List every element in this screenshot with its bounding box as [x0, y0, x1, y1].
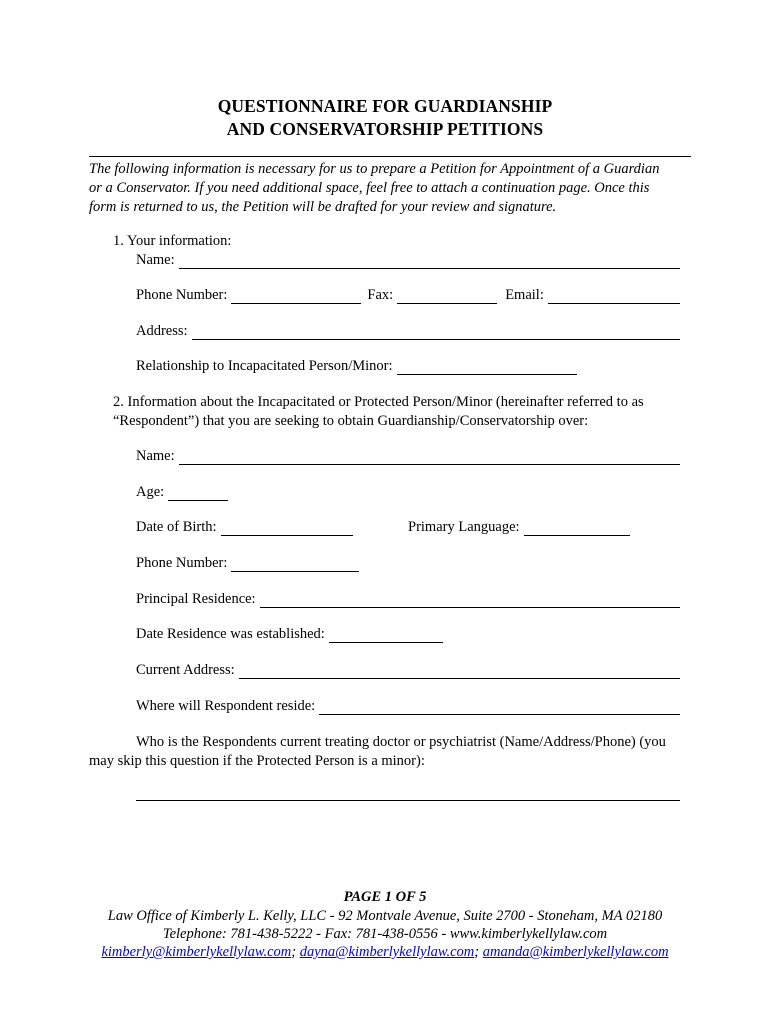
intro-line-3: form is returned to us, the Petition will be drafted for your review and signature. [89, 199, 557, 215]
current-address-row [136, 661, 680, 679]
intro-line-1: The following information is necessary for us to prepare a Petition for Appointment of a Guardian [89, 161, 660, 177]
intro-line-2: or a Conservator. If you need additional space, feel free to attach a continuation page. Once this [89, 180, 650, 196]
your-name-row [136, 251, 680, 269]
document-title-line-1: QUESTIONNAIRE FOR GUARDIANSHIP [217, 96, 553, 116]
respondent-language-field[interactable] [524, 521, 630, 536]
respondent-dob-label: Date of Birth: [136, 519, 217, 535]
section-2-heading-line-1: 2. Information about the Incapacitated or Protected Person/Minor (hereinafter referred to as [113, 394, 644, 410]
respondent-name-field[interactable] [179, 450, 680, 465]
your-email-field[interactable] [548, 289, 680, 304]
intro-paragraph [89, 160, 691, 217]
respondent-phone-field[interactable] [231, 557, 359, 572]
email-link-kimberly[interactable]: kimberly@kimberlykellylaw.com [101, 944, 292, 960]
your-name-label: Name: [136, 252, 175, 268]
email-link-amanda[interactable]: amanda@kimberlykellylaw.com [482, 944, 669, 960]
email-separator: ; [291, 944, 300, 960]
your-phone-label: Phone Number: [136, 287, 228, 303]
your-fax-field[interactable] [397, 289, 497, 304]
doctor-question-line-2: may skip this question if the Protected Person is a minor): [89, 753, 425, 769]
residence-date-row [136, 625, 443, 643]
your-name-field[interactable] [179, 254, 680, 269]
footer-office-address: Law Office of Kimberly L. Kelly, LLC - 92 Montvale Avenue, Suite 2700 - Stoneham, MA 02180 [107, 908, 663, 924]
respondent-phone-row [136, 554, 359, 572]
principal-residence-row [136, 590, 680, 608]
your-contact-row [136, 286, 680, 304]
section-1-heading: 1. Your information: [113, 233, 232, 249]
document-title-line-2: AND CONSERVATORSHIP PETITIONS [226, 119, 544, 139]
relationship-field[interactable] [397, 360, 577, 375]
your-address-row [136, 322, 680, 340]
respondent-name-label: Name: [136, 448, 175, 464]
residence-date-field[interactable] [329, 628, 443, 643]
future-residence-field[interactable] [319, 700, 680, 715]
respondent-age-label: Age: [136, 484, 165, 500]
your-address-label: Address: [136, 323, 188, 339]
current-address-field[interactable] [239, 664, 680, 679]
section-2-heading [113, 393, 644, 431]
email-link-dayna[interactable]: dayna@kimberlykellylaw.com [299, 944, 475, 960]
future-residence-row [136, 697, 680, 715]
respondent-name-row [136, 447, 680, 465]
your-phone-field[interactable] [231, 289, 361, 304]
title-divider [89, 156, 691, 157]
residence-date-label: Date Residence was established: [136, 626, 325, 642]
respondent-dob-row [136, 518, 353, 536]
doctor-question [89, 733, 691, 771]
respondent-language-label: Primary Language: [408, 519, 520, 535]
your-address-field[interactable] [192, 325, 680, 340]
your-email-label: Email: [505, 287, 544, 303]
doctor-answer-field[interactable] [136, 800, 680, 801]
future-residence-label: Where will Respondent reside: [136, 698, 316, 714]
your-fax-label: Fax: [367, 287, 394, 303]
footer-contact-info: Telephone: 781-438-5222 - Fax: 781-438-0556 - www.kimberlykellylaw.com [162, 926, 608, 942]
footer-emails [0, 943, 770, 962]
respondent-age-field[interactable] [168, 486, 228, 501]
respondent-dob-field[interactable] [221, 521, 353, 536]
respondent-language-row [408, 518, 630, 536]
principal-residence-field[interactable] [260, 593, 680, 608]
relationship-label: Relationship to Incapacitated Person/Minor: [136, 358, 393, 374]
principal-residence-label: Principal Residence: [136, 591, 256, 607]
respondent-age-row [136, 483, 228, 501]
respondent-phone-label: Phone Number: [136, 555, 228, 571]
relationship-row [136, 357, 577, 375]
section-2-heading-line-2: “Respondent”) that you are seeking to obtain Guardianship/Conservatorship over: [113, 413, 589, 429]
doctor-question-line-1: Who is the Respondents current treating doctor or psychiatrist (Name/Address/Phone) (you [136, 734, 666, 750]
page-number: PAGE 1 OF 5 [343, 889, 427, 905]
email-separator: ; [474, 944, 483, 960]
current-address-label: Current Address: [136, 662, 235, 678]
